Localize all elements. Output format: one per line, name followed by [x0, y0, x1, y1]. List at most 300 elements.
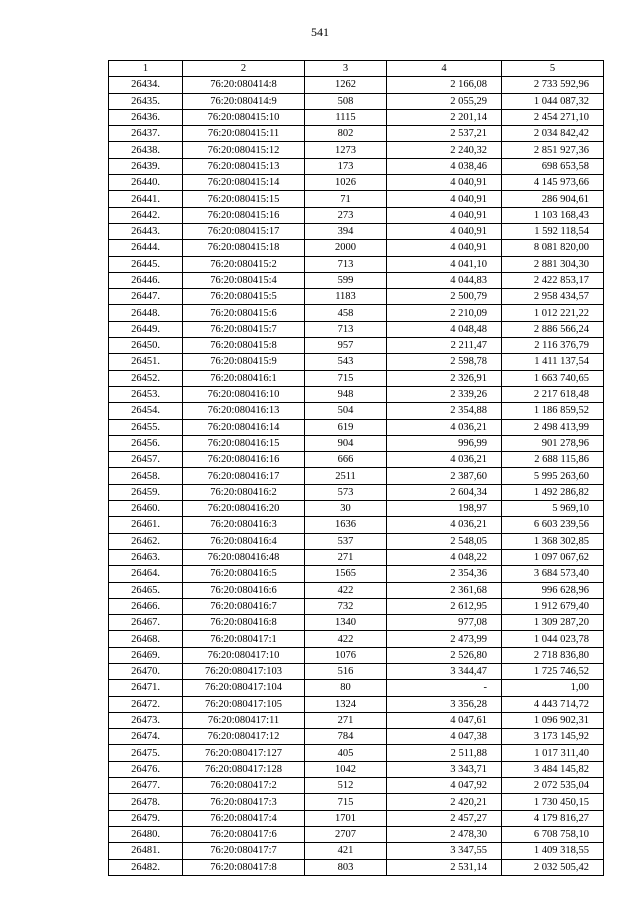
cadastral-number-cell: 76:20:080416:5	[183, 566, 305, 582]
price-per-unit-cell: 2 457,27	[387, 810, 502, 826]
row-number-cell: 26468.	[109, 631, 183, 647]
row-number-cell: 26442.	[109, 207, 183, 223]
price-per-unit-cell: 977,08	[387, 615, 502, 631]
area-cell: 802	[305, 126, 387, 142]
area-cell: 273	[305, 207, 387, 223]
total-value-cell: 1 592 118,54	[502, 223, 604, 239]
cadastral-number-cell: 76:20:080415:10	[183, 109, 305, 125]
header-row	[109, 61, 604, 77]
row-number-cell: 26459.	[109, 484, 183, 500]
row-number-cell: 26470.	[109, 663, 183, 679]
price-per-unit-cell: 2 210,09	[387, 305, 502, 321]
table-row	[109, 435, 604, 451]
area-cell: 1026	[305, 175, 387, 191]
cadastral-number-cell: 76:20:080416:10	[183, 386, 305, 402]
table-row	[109, 859, 604, 875]
area-cell: 504	[305, 403, 387, 419]
cadastral-number-cell: 76:20:080415:16	[183, 207, 305, 223]
row-number-cell: 26451.	[109, 354, 183, 370]
total-value-cell: 2 032 505,42	[502, 859, 604, 875]
price-per-unit-cell: 4 044,83	[387, 272, 502, 288]
row-number-cell: 26434.	[109, 77, 183, 93]
total-value-cell: 2 116 376,79	[502, 338, 604, 354]
row-number-cell: 26474.	[109, 729, 183, 745]
area-cell: 516	[305, 663, 387, 679]
total-value-cell: 1 409 318,55	[502, 843, 604, 859]
total-value-cell: 6 708 758,10	[502, 826, 604, 842]
column-header-4: 4	[387, 61, 502, 77]
row-number-cell: 26471.	[109, 680, 183, 696]
price-per-unit-cell: 2 339,26	[387, 386, 502, 402]
table-row	[109, 468, 604, 484]
cadastral-number-cell: 76:20:080415:17	[183, 223, 305, 239]
table-row	[109, 419, 604, 435]
table-row	[109, 338, 604, 354]
total-value-cell: 6 603 239,56	[502, 517, 604, 533]
price-per-unit-cell: 4 048,48	[387, 321, 502, 337]
row-number-cell: 26481.	[109, 843, 183, 859]
price-per-unit-cell: 2 526,80	[387, 647, 502, 663]
row-number-cell: 26443.	[109, 223, 183, 239]
price-per-unit-cell: 3 343,71	[387, 761, 502, 777]
table-row	[109, 533, 604, 549]
area-cell: 421	[305, 843, 387, 859]
total-value-cell: 2 851 927,36	[502, 142, 604, 158]
area-cell: 394	[305, 223, 387, 239]
price-per-unit-cell: 2 473,99	[387, 631, 502, 647]
row-number-cell: 26455.	[109, 419, 183, 435]
area-cell: 573	[305, 484, 387, 500]
row-number-cell: 26457.	[109, 452, 183, 468]
price-per-unit-cell: 2 240,32	[387, 142, 502, 158]
area-cell: 2000	[305, 240, 387, 256]
area-cell: 1115	[305, 109, 387, 125]
cadastral-number-cell: 76:20:080417:128	[183, 761, 305, 777]
table-row	[109, 354, 604, 370]
price-per-unit-cell: 4 047,92	[387, 778, 502, 794]
total-value-cell: 1 912 679,40	[502, 598, 604, 614]
table-row	[109, 223, 604, 239]
row-number-cell: 26466.	[109, 598, 183, 614]
cadastral-number-cell: 76:20:080415:9	[183, 354, 305, 370]
total-value-cell: 2 958 434,57	[502, 289, 604, 305]
price-per-unit-cell: 2 548,05	[387, 533, 502, 549]
cadastral-number-cell: 76:20:080415:6	[183, 305, 305, 321]
cadastral-number-cell: 76:20:080416:14	[183, 419, 305, 435]
area-cell: 271	[305, 549, 387, 565]
column-header-2: 2	[183, 61, 305, 77]
table-row	[109, 501, 604, 517]
table-row	[109, 158, 604, 174]
price-per-unit-cell: 4 048,22	[387, 549, 502, 565]
cadastral-number-cell: 76:20:080417:105	[183, 696, 305, 712]
area-cell: 71	[305, 191, 387, 207]
area-cell: 458	[305, 305, 387, 321]
row-number-cell: 26458.	[109, 468, 183, 484]
total-value-cell: 2 217 618,48	[502, 386, 604, 402]
table-row	[109, 712, 604, 728]
total-value-cell: 4 443 714,72	[502, 696, 604, 712]
total-value-cell: 2 454 271,10	[502, 109, 604, 125]
table-row	[109, 93, 604, 109]
area-cell: 715	[305, 794, 387, 810]
area-cell: 619	[305, 419, 387, 435]
total-value-cell: 2 688 115,86	[502, 452, 604, 468]
cadastral-number-cell: 76:20:080414:8	[183, 77, 305, 93]
price-per-unit-cell: 4 036,21	[387, 517, 502, 533]
area-cell: 2707	[305, 826, 387, 842]
total-value-cell: 1 012 221,22	[502, 305, 604, 321]
price-per-unit-cell: 3 356,28	[387, 696, 502, 712]
area-cell: 422	[305, 631, 387, 647]
price-per-unit-cell: 2 166,08	[387, 77, 502, 93]
area-cell: 713	[305, 321, 387, 337]
area-cell: 1183	[305, 289, 387, 305]
area-cell: 1076	[305, 647, 387, 663]
price-per-unit-cell: 4 040,91	[387, 191, 502, 207]
area-cell: 1340	[305, 615, 387, 631]
cadastral-number-cell: 76:20:080415:7	[183, 321, 305, 337]
row-number-cell: 26449.	[109, 321, 183, 337]
area-cell: 732	[305, 598, 387, 614]
table-row	[109, 240, 604, 256]
row-number-cell: 26467.	[109, 615, 183, 631]
total-value-cell: 3 684 573,40	[502, 566, 604, 582]
table-row	[109, 549, 604, 565]
area-cell: 1273	[305, 142, 387, 158]
total-value-cell: 1 017 311,40	[502, 745, 604, 761]
price-per-unit-cell: 4 047,61	[387, 712, 502, 728]
total-value-cell: 3 484 145,82	[502, 761, 604, 777]
table-body	[109, 77, 604, 876]
table-row	[109, 566, 604, 582]
total-value-cell: 1 368 302,85	[502, 533, 604, 549]
area-cell: 30	[305, 501, 387, 517]
cadastral-number-cell: 76:20:080417:3	[183, 794, 305, 810]
table-row	[109, 109, 604, 125]
table-row	[109, 272, 604, 288]
area-cell: 904	[305, 435, 387, 451]
row-number-cell: 26472.	[109, 696, 183, 712]
cadastral-number-cell: 76:20:080416:1	[183, 370, 305, 386]
column-header-5: 5	[502, 61, 604, 77]
row-number-cell: 26448.	[109, 305, 183, 321]
table-row	[109, 517, 604, 533]
cadastral-number-cell: 76:20:080415:13	[183, 158, 305, 174]
price-per-unit-cell: 996,99	[387, 435, 502, 451]
total-value-cell: 901 278,96	[502, 435, 604, 451]
row-number-cell: 26476.	[109, 761, 183, 777]
row-number-cell: 26453.	[109, 386, 183, 402]
row-number-cell: 26437.	[109, 126, 183, 142]
cadastral-number-cell: 76:20:080417:10	[183, 647, 305, 663]
total-value-cell: 1 096 902,31	[502, 712, 604, 728]
table-row	[109, 761, 604, 777]
table-row	[109, 142, 604, 158]
cadastral-number-cell: 76:20:080414:9	[183, 93, 305, 109]
area-cell: 713	[305, 256, 387, 272]
price-per-unit-cell: 2 531,14	[387, 859, 502, 875]
row-number-cell: 26436.	[109, 109, 183, 125]
price-per-unit-cell: 2 511,88	[387, 745, 502, 761]
total-value-cell: 1 663 740,65	[502, 370, 604, 386]
row-number-cell: 26444.	[109, 240, 183, 256]
table-row	[109, 631, 604, 647]
total-value-cell: 2 072 535,04	[502, 778, 604, 794]
table-row	[109, 289, 604, 305]
total-value-cell: 2 034 842,42	[502, 126, 604, 142]
area-cell: 599	[305, 272, 387, 288]
row-number-cell: 26446.	[109, 272, 183, 288]
row-number-cell: 26464.	[109, 566, 183, 582]
total-value-cell: 698 653,58	[502, 158, 604, 174]
price-per-unit-cell: 2 326,91	[387, 370, 502, 386]
table-row	[109, 663, 604, 679]
row-number-cell: 26438.	[109, 142, 183, 158]
area-cell: 537	[305, 533, 387, 549]
price-per-unit-cell: 4 040,91	[387, 240, 502, 256]
total-value-cell: 2 498 413,99	[502, 419, 604, 435]
area-cell: 2511	[305, 468, 387, 484]
total-value-cell: 1 044 023,78	[502, 631, 604, 647]
cadastral-number-cell: 76:20:080415:5	[183, 289, 305, 305]
row-number-cell: 26445.	[109, 256, 183, 272]
cadastral-number-cell: 76:20:080417:103	[183, 663, 305, 679]
row-number-cell: 26479.	[109, 810, 183, 826]
table-row	[109, 582, 604, 598]
cadastral-number-cell: 76:20:080417:12	[183, 729, 305, 745]
cadastral-number-cell: 76:20:080416:17	[183, 468, 305, 484]
table-row	[109, 484, 604, 500]
cadastral-number-cell: 76:20:080417:4	[183, 810, 305, 826]
area-cell: 784	[305, 729, 387, 745]
cadastral-number-cell: 76:20:080415:11	[183, 126, 305, 142]
cadastral-number-cell: 76:20:080417:11	[183, 712, 305, 728]
price-per-unit-cell: 2 354,88	[387, 403, 502, 419]
price-per-unit-cell: 2 211,47	[387, 338, 502, 354]
cadastral-number-cell: 76:20:080416:8	[183, 615, 305, 631]
cadastral-number-cell: 76:20:080417:104	[183, 680, 305, 696]
price-per-unit-cell: 2 354,36	[387, 566, 502, 582]
table-row	[109, 321, 604, 337]
total-value-cell: 1 730 450,15	[502, 794, 604, 810]
row-number-cell: 26439.	[109, 158, 183, 174]
row-number-cell: 26463.	[109, 549, 183, 565]
row-number-cell: 26456.	[109, 435, 183, 451]
area-cell: 803	[305, 859, 387, 875]
area-cell: 715	[305, 370, 387, 386]
total-value-cell: 4 179 816,27	[502, 810, 604, 826]
table-row	[109, 778, 604, 794]
table-row	[109, 175, 604, 191]
price-per-unit-cell: 4 040,91	[387, 207, 502, 223]
total-value-cell: 8 081 820,00	[502, 240, 604, 256]
table-row	[109, 305, 604, 321]
area-cell: 543	[305, 354, 387, 370]
price-per-unit-cell: 4 040,91	[387, 175, 502, 191]
table-row	[109, 126, 604, 142]
total-value-cell: 5 995 263,60	[502, 468, 604, 484]
price-per-unit-cell: 2 361,68	[387, 582, 502, 598]
area-cell: 405	[305, 745, 387, 761]
table-row	[109, 207, 604, 223]
total-value-cell: 286 904,61	[502, 191, 604, 207]
cadastral-number-cell: 76:20:080417:1	[183, 631, 305, 647]
area-cell: 80	[305, 680, 387, 696]
price-per-unit-cell: 2 500,79	[387, 289, 502, 305]
table-row	[109, 647, 604, 663]
cadastral-number-cell: 76:20:080415:4	[183, 272, 305, 288]
cadastral-number-cell: 76:20:080416:48	[183, 549, 305, 565]
row-number-cell: 26480.	[109, 826, 183, 842]
cadastral-number-cell: 76:20:080417:7	[183, 843, 305, 859]
price-per-unit-cell: 3 347,55	[387, 843, 502, 859]
cadastral-number-cell: 76:20:080415:14	[183, 175, 305, 191]
row-number-cell: 26440.	[109, 175, 183, 191]
table-row	[109, 77, 604, 93]
table-row	[109, 745, 604, 761]
price-per-unit-cell: 2 478,30	[387, 826, 502, 842]
price-per-unit-cell: 2 612,95	[387, 598, 502, 614]
total-value-cell: 2 718 836,80	[502, 647, 604, 663]
row-number-cell: 26462.	[109, 533, 183, 549]
total-value-cell: 1 044 087,32	[502, 93, 604, 109]
price-per-unit-cell: 2 604,34	[387, 484, 502, 500]
area-cell: 948	[305, 386, 387, 402]
table-row	[109, 386, 604, 402]
row-number-cell: 26475.	[109, 745, 183, 761]
total-value-cell: 2 886 566,24	[502, 321, 604, 337]
total-value-cell: 1 309 287,20	[502, 615, 604, 631]
total-value-cell: 4 145 973,66	[502, 175, 604, 191]
price-per-unit-cell: 2 055,29	[387, 93, 502, 109]
cadastral-number-cell: 76:20:080415:8	[183, 338, 305, 354]
table-row	[109, 191, 604, 207]
table-row	[109, 680, 604, 696]
cadastral-number-cell: 76:20:080417:6	[183, 826, 305, 842]
area-cell: 1262	[305, 77, 387, 93]
price-per-unit-cell: 2 201,14	[387, 109, 502, 125]
row-number-cell: 26460.	[109, 501, 183, 517]
total-value-cell: 1,00	[502, 680, 604, 696]
table-row	[109, 403, 604, 419]
total-value-cell: 2 733 592,96	[502, 77, 604, 93]
table-row	[109, 370, 604, 386]
table-row	[109, 598, 604, 614]
price-per-unit-cell: 4 047,38	[387, 729, 502, 745]
table-row	[109, 729, 604, 745]
row-number-cell: 26435.	[109, 93, 183, 109]
table-row	[109, 696, 604, 712]
total-value-cell: 2 881 304,30	[502, 256, 604, 272]
row-number-cell: 26482.	[109, 859, 183, 875]
price-per-unit-cell: 4 041,10	[387, 256, 502, 272]
cadastral-number-cell: 76:20:080415:18	[183, 240, 305, 256]
row-number-cell: 26450.	[109, 338, 183, 354]
total-value-cell: 3 173 145,92	[502, 729, 604, 745]
table-row	[109, 794, 604, 810]
cadastral-number-cell: 76:20:080416:13	[183, 403, 305, 419]
area-cell: 1701	[305, 810, 387, 826]
price-per-unit-cell: 2 387,60	[387, 468, 502, 484]
total-value-cell: 1 492 286,82	[502, 484, 604, 500]
area-cell: 666	[305, 452, 387, 468]
price-per-unit-cell: 2 598,78	[387, 354, 502, 370]
price-per-unit-cell: 2 537,21	[387, 126, 502, 142]
area-cell: 1324	[305, 696, 387, 712]
table-row	[109, 452, 604, 468]
price-per-unit-cell: 4 040,91	[387, 223, 502, 239]
total-value-cell: 5 969,10	[502, 501, 604, 517]
area-cell: 173	[305, 158, 387, 174]
cadastral-number-cell: 76:20:080416:6	[183, 582, 305, 598]
cadastral-number-cell: 76:20:080416:15	[183, 435, 305, 451]
total-value-cell: 1 411 137,54	[502, 354, 604, 370]
row-number-cell: 26478.	[109, 794, 183, 810]
cadastral-number-cell: 76:20:080416:16	[183, 452, 305, 468]
cadastral-number-cell: 76:20:080417:127	[183, 745, 305, 761]
price-per-unit-cell: 4 038,46	[387, 158, 502, 174]
area-cell: 957	[305, 338, 387, 354]
data-table	[108, 60, 604, 876]
row-number-cell: 26461.	[109, 517, 183, 533]
table-row	[109, 843, 604, 859]
row-number-cell: 26452.	[109, 370, 183, 386]
total-value-cell: 1 097 067,62	[502, 549, 604, 565]
total-value-cell: 1 725 746,52	[502, 663, 604, 679]
cadastral-number-cell: 76:20:080415:15	[183, 191, 305, 207]
area-cell: 512	[305, 778, 387, 794]
table-row	[109, 826, 604, 842]
row-number-cell: 26469.	[109, 647, 183, 663]
cadastral-number-cell: 76:20:080416:7	[183, 598, 305, 614]
price-per-unit-cell: 3 344,47	[387, 663, 502, 679]
row-number-cell: 26473.	[109, 712, 183, 728]
area-cell: 271	[305, 712, 387, 728]
table-row	[109, 256, 604, 272]
row-number-cell: 26454.	[109, 403, 183, 419]
cadastral-number-cell: 76:20:080417:2	[183, 778, 305, 794]
column-header-3: 3	[305, 61, 387, 77]
area-cell: 1042	[305, 761, 387, 777]
cadastral-number-cell: 76:20:080416:4	[183, 533, 305, 549]
area-cell: 1636	[305, 517, 387, 533]
cadastral-number-cell: 76:20:080416:3	[183, 517, 305, 533]
row-number-cell: 26465.	[109, 582, 183, 598]
total-value-cell: 2 422 853,17	[502, 272, 604, 288]
total-value-cell: 996 628,96	[502, 582, 604, 598]
price-per-unit-cell: 198,97	[387, 501, 502, 517]
price-per-unit-cell: 4 036,21	[387, 452, 502, 468]
page-number: 541	[311, 25, 329, 39]
price-per-unit-cell: 2 420,21	[387, 794, 502, 810]
total-value-cell: 1 186 859,52	[502, 403, 604, 419]
table-row	[109, 615, 604, 631]
cadastral-number-cell: 76:20:080416:20	[183, 501, 305, 517]
row-number-cell: 26441.	[109, 191, 183, 207]
price-per-unit-cell: -	[387, 680, 502, 696]
cadastral-number-cell: 76:20:080416:2	[183, 484, 305, 500]
row-number-cell: 26447.	[109, 289, 183, 305]
row-number-cell: 26477.	[109, 778, 183, 794]
total-value-cell: 1 103 168,43	[502, 207, 604, 223]
table-row	[109, 810, 604, 826]
price-per-unit-cell: 4 036,21	[387, 419, 502, 435]
cadastral-number-cell: 76:20:080417:8	[183, 859, 305, 875]
cadastral-number-cell: 76:20:080415:12	[183, 142, 305, 158]
area-cell: 1565	[305, 566, 387, 582]
area-cell: 422	[305, 582, 387, 598]
